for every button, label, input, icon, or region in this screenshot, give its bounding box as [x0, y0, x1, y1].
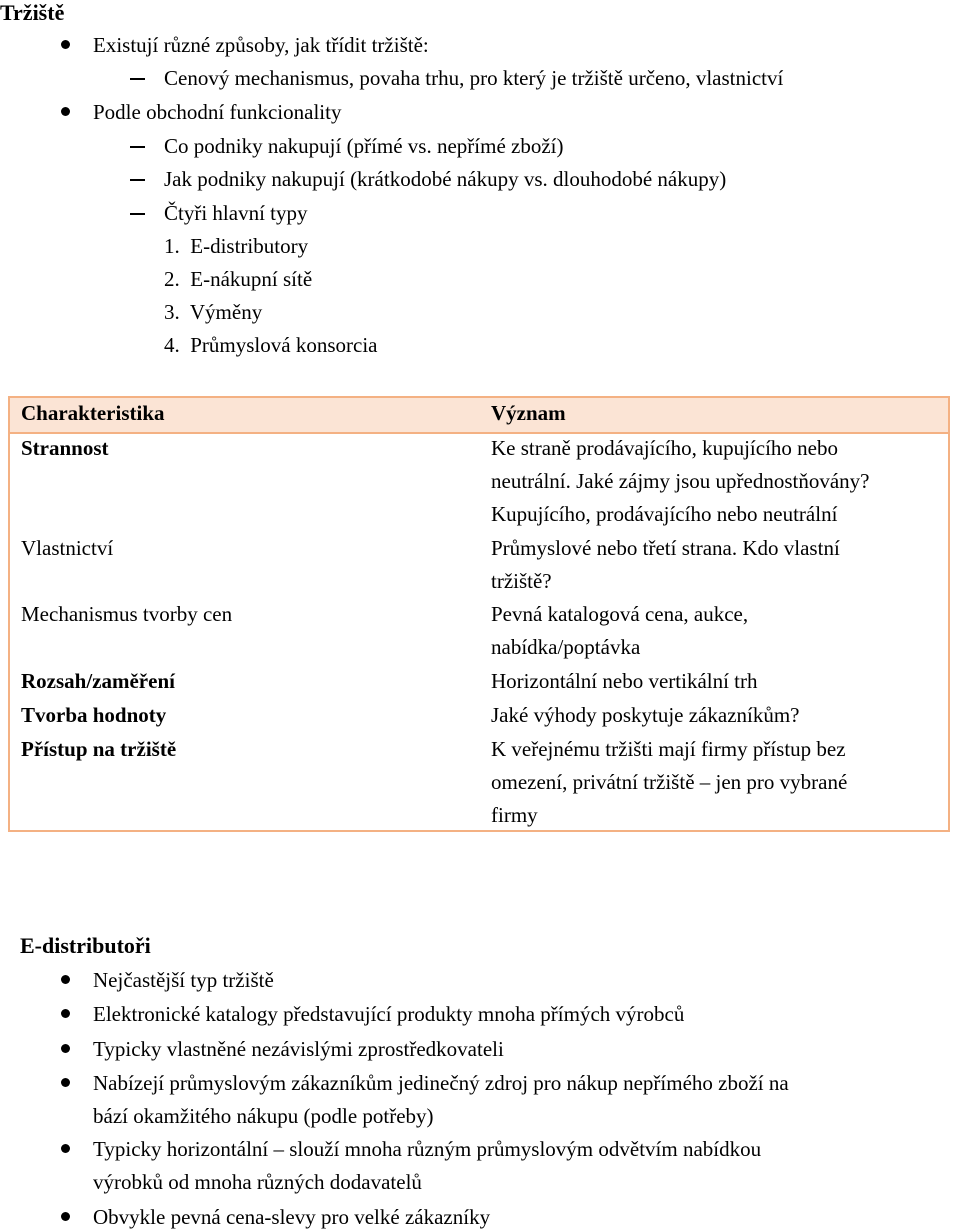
list-item: Jak podniky nakupují (krátkodobé nákupy vs. dlouhodobé nákupy) — [164, 167, 727, 191]
list-item: Elektronické katalogy představující produkty mnoha přímých výrobců — [93, 1002, 685, 1026]
list-item: Čtyři hlavní typy — [164, 201, 308, 225]
bullet-icon — [61, 1009, 70, 1018]
list-item: Podle obchodní funkcionality — [93, 100, 342, 124]
section-title-trziste: Tržiště — [0, 0, 65, 25]
numbered-item: 2. E-nákupní sítě — [164, 267, 313, 291]
bullet-icon — [61, 1044, 70, 1053]
table-row-label: Přístup na tržiště — [21, 737, 177, 761]
list-item: Nejčastější typ tržiště — [93, 968, 274, 992]
list-item: Obvykle pevná cena-slevy pro velké zákazníky — [93, 1205, 491, 1229]
table-row-value: Průmyslové nebo třetí strana. Kdo vlastní — [491, 536, 840, 560]
table-row-label: Rozsah/zaměření — [21, 669, 175, 693]
dash-icon — [130, 179, 145, 181]
list-item: Co podniky nakupují (přímé vs. nepřímé zboží) — [164, 134, 564, 158]
dash-icon — [130, 78, 145, 80]
table-row-value: Jaké výhody poskytuje zákazníkům? — [491, 703, 800, 727]
list-item: Nabízejí průmyslovým zákazníkům jedinečný zdroj pro nákup nepřímého zboží na — [93, 1071, 789, 1095]
table-row-value: K veřejnému tržišti mají firmy přístup bez — [491, 737, 846, 761]
table-row-label: Mechanismus tvorby cen — [21, 602, 233, 626]
table-header-characteristic: Charakteristika — [21, 401, 165, 425]
dash-icon — [130, 213, 145, 215]
table-row-label: Strannost — [21, 436, 109, 460]
table-row-value: firmy — [491, 803, 538, 827]
table-row-value: Kupujícího, prodávajícího nebo neutrální — [491, 502, 838, 526]
numbered-item: 1. E-distributory — [164, 234, 309, 258]
section-title-e-distributori: E-distributoři — [20, 933, 151, 958]
list-item: Typicky horizontální – slouží mnoha různým průmyslovým odvětvím nabídkou — [93, 1137, 762, 1161]
table-row-label: Tvorba hodnoty — [21, 703, 167, 727]
table-row-value: tržiště? — [491, 569, 552, 593]
table-header-meaning: Význam — [491, 401, 566, 425]
table-row-value: nabídka/poptávka — [491, 635, 641, 659]
table-row-label: Vlastnictví — [21, 536, 114, 560]
characteristics-table — [8, 396, 950, 832]
list-item-continuation: bází okamžitého nákupu (podle potřeby) — [93, 1104, 434, 1128]
table-row-value: omezení, privátní tržiště – jen pro vybrané — [491, 770, 848, 794]
bullet-icon — [61, 1144, 70, 1153]
table-row-value: Horizontální nebo vertikální trh — [491, 669, 758, 693]
numbered-item: 3. Výměny — [164, 300, 263, 324]
numbered-item: 4. Průmyslová konsorcia — [164, 333, 378, 357]
list-item-continuation: výrobků od mnoha různých dodavatelů — [93, 1170, 422, 1194]
table-row-value: neutrální. Jaké zájmy jsou upřednostňovány? — [491, 469, 870, 493]
list-item: Typicky vlastněné nezávislými zprostředkovateli — [93, 1037, 504, 1061]
bullet-icon — [61, 975, 70, 984]
bullet-icon — [61, 40, 70, 49]
list-item: Existují různé způsoby, jak třídit tržiště: — [93, 33, 429, 57]
table-row-value: Ke straně prodávajícího, kupujícího nebo — [491, 436, 838, 460]
bullet-icon — [61, 1212, 70, 1221]
dash-icon — [130, 146, 145, 148]
list-item: Cenový mechanismus, povaha trhu, pro který je tržiště určeno, vlastnictví — [164, 66, 784, 90]
table-row-value: Pevná katalogová cena, aukce, — [491, 602, 749, 626]
bullet-icon — [61, 107, 70, 116]
bullet-icon — [61, 1078, 70, 1087]
